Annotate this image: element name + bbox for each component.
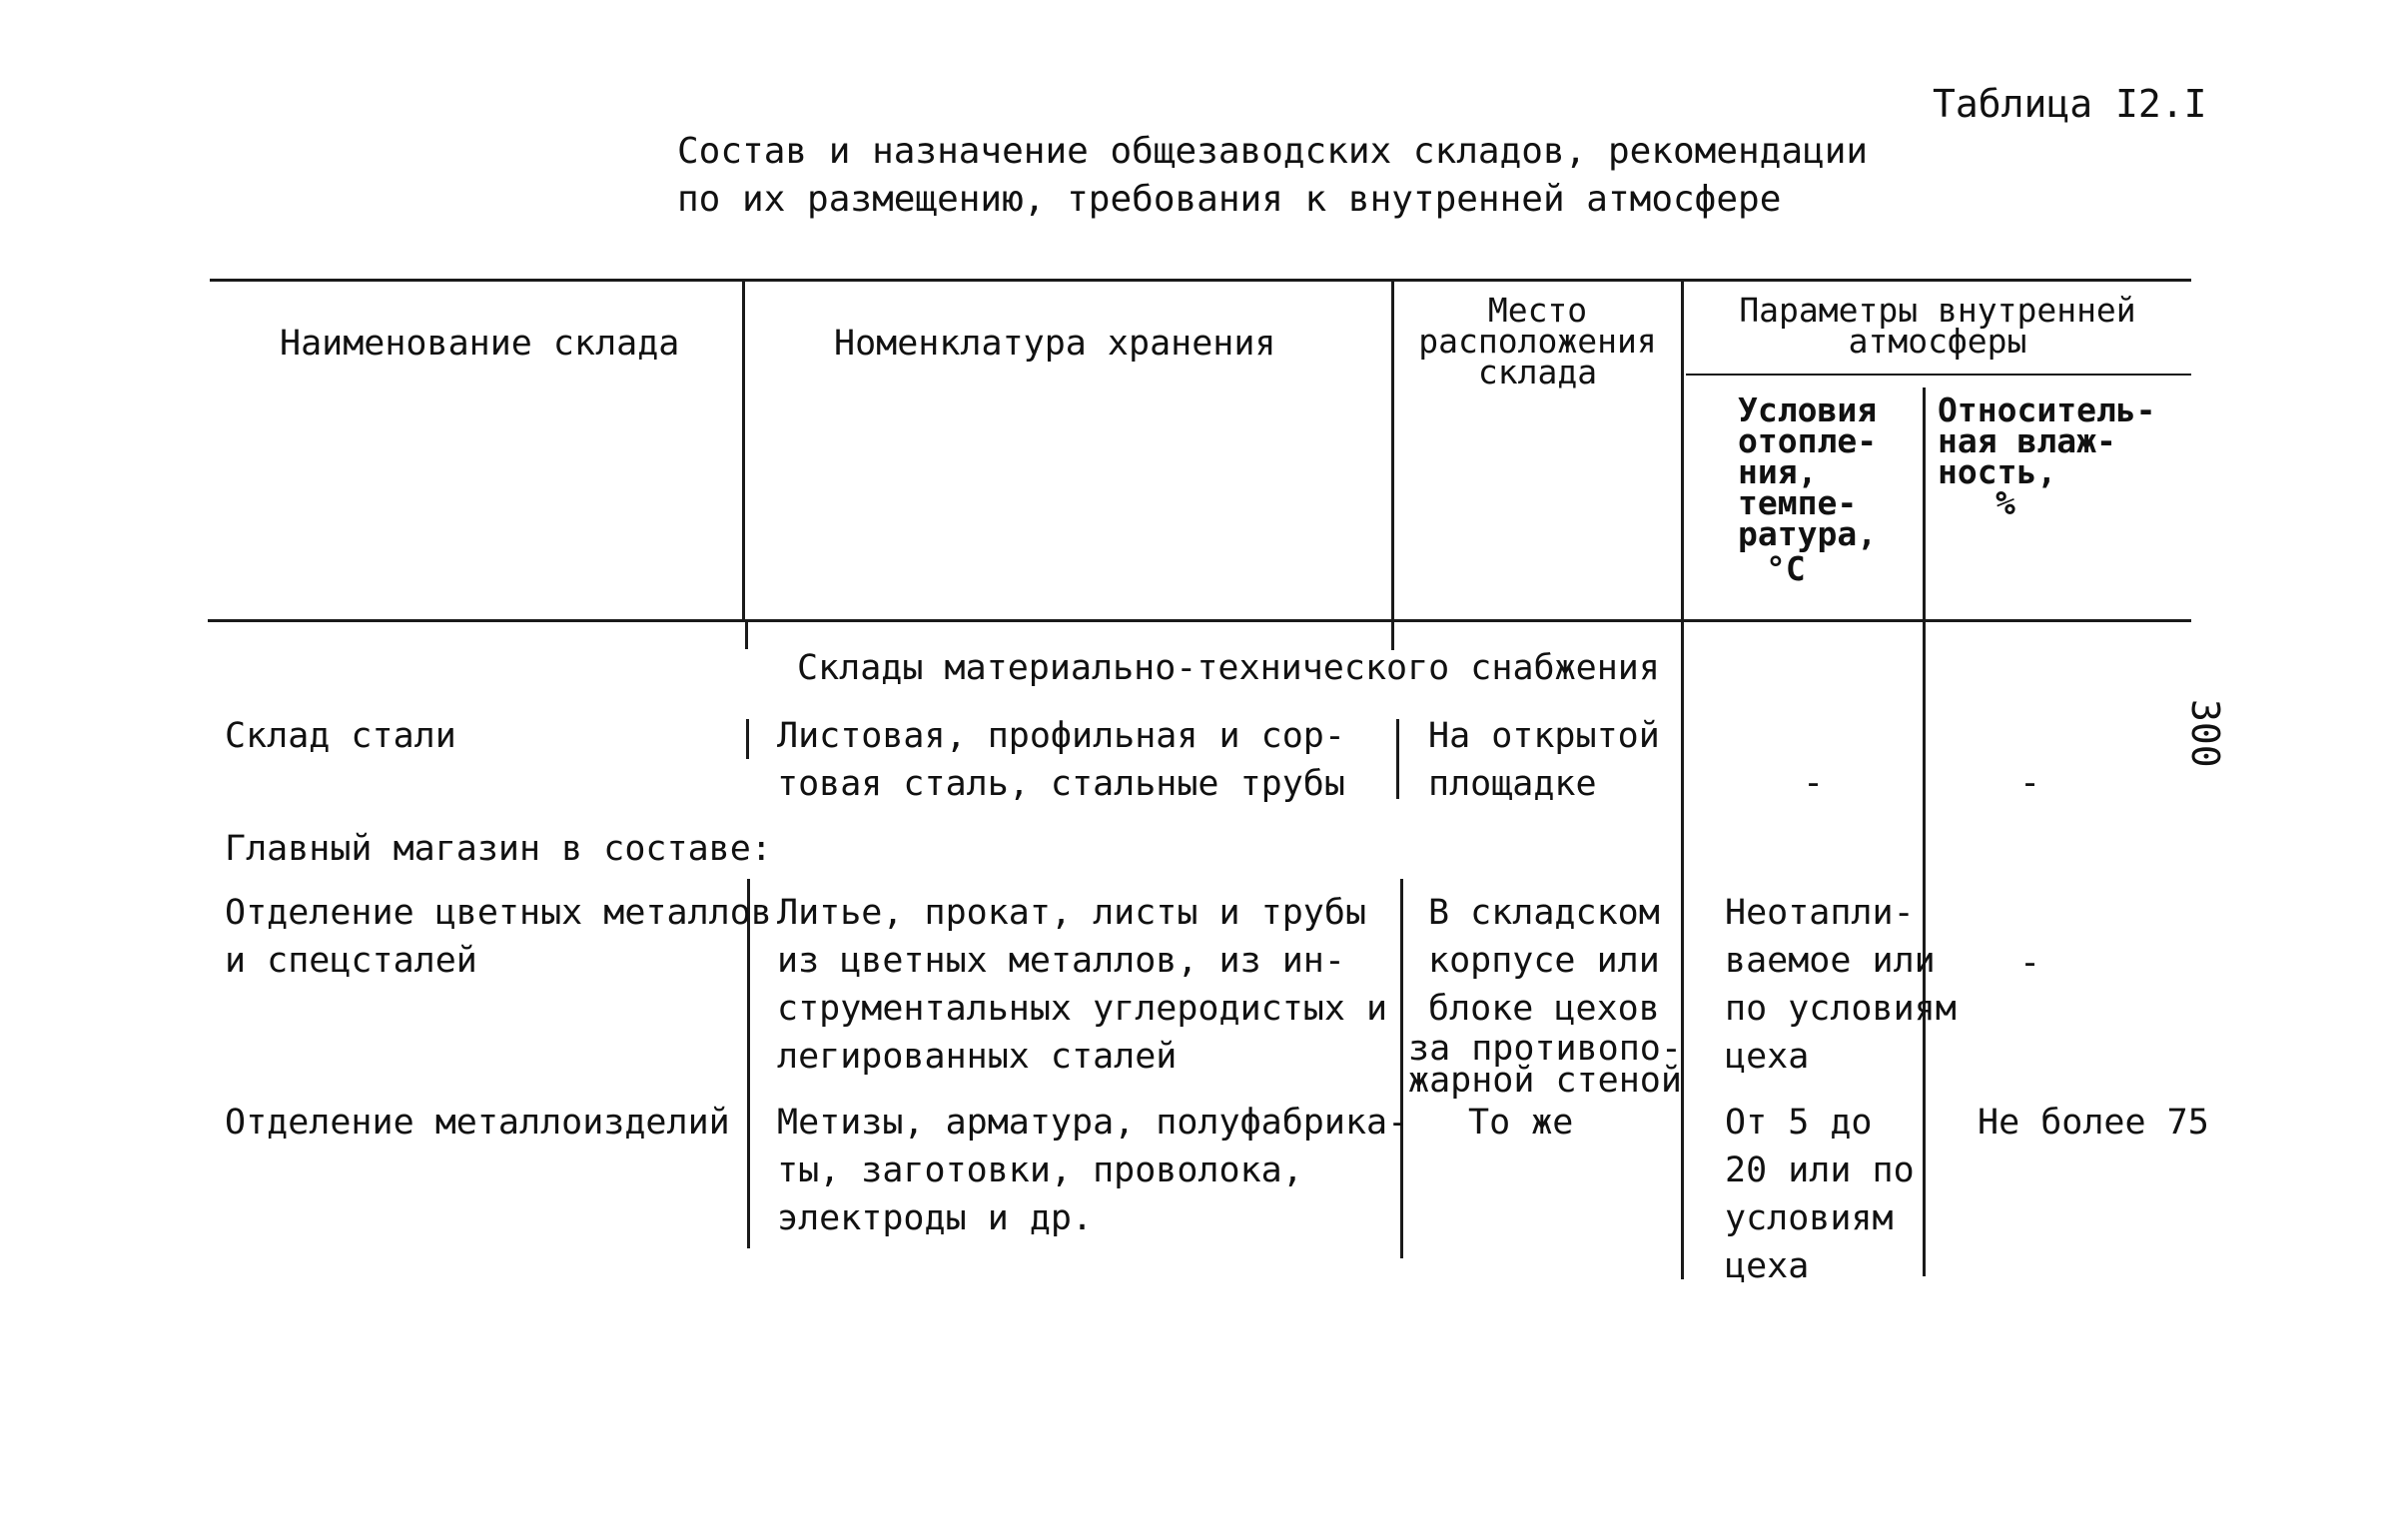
col-divider-1-header (742, 281, 745, 621)
header-heating-line: ратура, (1738, 514, 1878, 553)
row-main-store-name: Главный магазин в составе: (225, 829, 772, 869)
page-number: 300 (2183, 699, 2227, 768)
cell-line: и спецсталей (225, 941, 477, 981)
header-heating-line: Условия (1738, 390, 1878, 429)
cell-line: Метизы, арматура, полуфабрика- (777, 1103, 1409, 1143)
cell-line: корпусе или (1428, 941, 1660, 981)
row-nonferrous-nomenclature (777, 889, 1387, 1081)
cell-line: ты, заготовки, проволока, (777, 1151, 1303, 1190)
row-hardware-nomenclature (777, 1099, 1408, 1242)
row-hardware-location: То же (1468, 1103, 1574, 1143)
table-top-rule (210, 279, 2191, 282)
header-humidity (1938, 390, 2156, 522)
col-divider-2-row1 (1396, 719, 1399, 799)
row-hardware-name: Отделение металлоизделий (225, 1103, 730, 1143)
row-nonferrous-name (225, 889, 772, 985)
col-divider-1-row1 (746, 719, 749, 759)
cell-line: блоке цехов (1428, 989, 1660, 1029)
header-heating-line: ния, (1738, 452, 1818, 491)
params-sub-rule (1686, 374, 2191, 376)
header-params (1684, 291, 2191, 361)
cell-line: 20 или по (1725, 1151, 1915, 1190)
header-humidity-unit: % (1995, 483, 2015, 522)
cell-line: по условиям (1725, 989, 1957, 1029)
cell-line: В складском (1428, 893, 1660, 933)
cell-line: Неотапли- (1725, 893, 1915, 933)
row-steel-heating: - (1803, 763, 1825, 803)
header-humidity-line: ность, (1938, 452, 2057, 491)
section-title: Склады материально-технического снабжения (797, 648, 1660, 688)
cell-line: струментальных углеродистых и (777, 989, 1388, 1029)
cell-line: цеха (1725, 1037, 1810, 1077)
header-location-line: склада (1477, 353, 1598, 391)
cell-line: жарной стеной (1408, 1061, 1682, 1101)
row-steel-nomenclature (777, 712, 1345, 808)
cell-line: электроды и др. (777, 1198, 1094, 1238)
header-location-line: расположения (1418, 322, 1657, 361)
header-bottom-rule (208, 619, 2191, 622)
row-steel-humidity: - (2019, 763, 2041, 803)
cell-line: Листовая, профильная и сор- (777, 716, 1345, 756)
cell-line: От 5 до (1725, 1103, 1873, 1143)
col-divider-3 (1681, 281, 1684, 1279)
title-line-1: Состав и назначение общезаводских складов, рекомендации (677, 131, 1869, 172)
cell-line: легированных сталей (777, 1037, 1178, 1077)
cell-line: Отделение цветных металлов (225, 893, 772, 933)
cell-line: условиям (1725, 1198, 1894, 1238)
cell-line: из цветных металлов, из ин- (777, 941, 1345, 981)
header-params-line: атмосферы (1848, 322, 2027, 361)
cell-line: Литье, прокат, листы и трубы (777, 893, 1367, 933)
header-location-line: Место (1487, 291, 1588, 330)
header-heating-unit: °С (1766, 549, 1806, 588)
header-nomenclature: Номенклатура хранения (834, 324, 1276, 364)
cell-line: ваемое или (1725, 941, 1936, 981)
col-divider-4 (1923, 387, 1926, 1276)
header-heating-line: отопле- (1738, 421, 1878, 460)
header-humidity-line: ная влаж- (1938, 421, 2116, 460)
row-hardware-humidity: Не более 75 (1978, 1103, 2209, 1143)
row-nonferrous-heating (1725, 889, 1957, 1081)
row-steel-location (1428, 712, 1660, 808)
cell-line: за противопо- (1408, 1029, 1682, 1069)
header-heating (1738, 390, 1878, 588)
row-nonferrous-humidity: - (2019, 943, 2041, 983)
row-nonferrous-location (1408, 889, 1682, 1101)
row-steel-name: Склад стали (225, 716, 456, 756)
cell-line: На открытой (1428, 716, 1660, 756)
row-hardware-heating (1725, 1099, 1915, 1290)
cell-line: товая сталь, стальные трубы (777, 764, 1345, 804)
cell-line: площадке (1428, 764, 1597, 804)
cell-line: цеха (1725, 1246, 1810, 1286)
header-params-line: Параметры внутренней (1739, 291, 2136, 330)
header-heating-line: темпе- (1738, 483, 1858, 522)
col-divider-1-top (745, 621, 748, 649)
title-line-2: по их размещению, требования к внутренней атмосфере (677, 179, 1782, 220)
header-location (1394, 291, 1681, 391)
table-label: Таблица I2.I (1933, 82, 2207, 126)
header-name: Наименование склада (280, 324, 680, 364)
header-humidity-line: Относитель- (1938, 390, 2156, 429)
